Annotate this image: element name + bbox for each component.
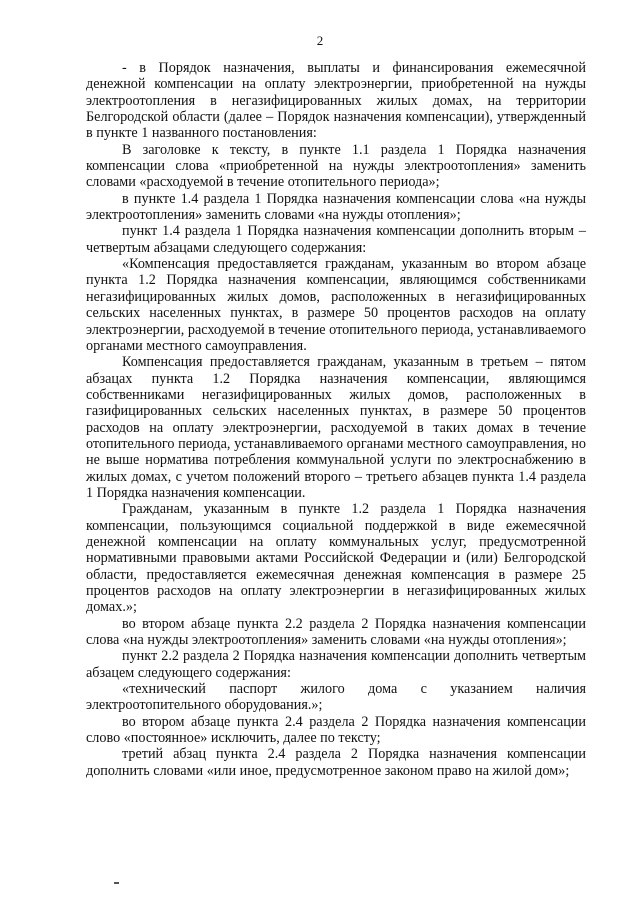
paragraph-amendment-intro: - в Порядок назначения, выплаты и финансирования ежемесячной денежной компенсации на оплату электроэнергии, приобретенной на нужды электроотопления в негазифицированных жилых домах, на территории Белгородской области (далее – Порядок назначения компенсации), утвержденный в пункте 1 названного постановления: bbox=[86, 60, 586, 142]
paragraph-title-change: В заголовке к тексту, в пункте 1.1 раздела 1 Порядка назначения компенсации слова «приобретенной на нужды электроотопления» заменить словами «расходуемой в течение отопительного периода»; bbox=[86, 141, 586, 191]
page-number: 2 bbox=[316, 33, 324, 48]
paragraph-compensation-25: Гражданам, указанным в пункте 1.2 раздела 1 Порядка назначения компенсации, пользующимся социальной поддержкой в виде ежемесячной денежной компенсации на оплату коммунальных услуг, предусмотренной нормативными правовыми актами Российской Федерации и (или) Белгородской области, предоставляется ежемесячная денежная компенсация в размере 25 процентов расходов на оплату электроэнергии в негазифицированных жилых домах.»; bbox=[86, 501, 586, 616]
paragraph-item-2-4-third: третий абзац пункта 2.4 раздела 2 Порядка назначения компенсации дополнить словами «или иное, предусмотренное законом право на жилой дом»; bbox=[86, 746, 586, 779]
paragraph-item-2-4-second: во втором абзаце пункта 2.4 раздела 2 Порядка назначения компенсации слово «постоянное» исключить, далее по тексту; bbox=[86, 713, 586, 747]
paragraph-item-1-4-supplement: пункт 1.4 раздела 1 Порядка назначения компенсации дополнить вторым – четвертым абзацами следующего содержания: bbox=[86, 223, 586, 256]
paragraph-item-2-2-supplement: пункт 2.2 раздела 2 Порядка назначения компенсации дополнить четвертым абзацем следующего содержания: bbox=[86, 648, 586, 681]
paragraph-technical-passport: «технический паспорт жилого дома с указанием наличия электроотопительного оборудования.»; bbox=[86, 681, 586, 714]
paragraph-compensation-50-gasified: Компенсация предоставляется гражданам, указанным в третьем – пятом абзацах пункта 1.2 Порядка назначения компенсации, являющимся собственниками негазифицированных жилых домов, расположенных в газифицированных сельских населенных пунктах, в размере 50 процентов расходов на оплату электроэнергии, расходуемой в таких домах в течение отопительного периода, устанавливаемого органами местного самоуправления, но не выше норматива потребления коммунальной услуги по электроснабжению в жилых домах, с учетом положений второго – третьего абзацев пункта 1.4 раздела 1 Порядка назначения компенсации. bbox=[86, 354, 586, 501]
paragraph-item-2-2-words: во втором абзаце пункта 2.2 раздела 2 Порядка назначения компенсации слова «на нужды электроотопления» заменить словами «на нужды отопления»; bbox=[86, 615, 586, 649]
document-body bbox=[86, 60, 586, 779]
paragraph-item-1-4-words: в пункте 1.4 раздела 1 Порядка назначения компенсации слова «на нужды электроотопления» заменить словами «на нужды отопления»; bbox=[86, 190, 586, 224]
scan-mark bbox=[114, 882, 119, 884]
paragraph-compensation-50-nongasified: «Компенсация предоставляется гражданам, указанным во втором абзаце пункта 1.2 Порядка назначения компенсации, являющимся собственниками негазифицированных жилых домов, расположенных в негазифицированных сельских населенных пунктах, в размере 50 процентов расходов на оплату электроэнергии, расходуемой в течение отопительного периода, устанавливаемого органами местного самоуправления. bbox=[86, 256, 586, 354]
